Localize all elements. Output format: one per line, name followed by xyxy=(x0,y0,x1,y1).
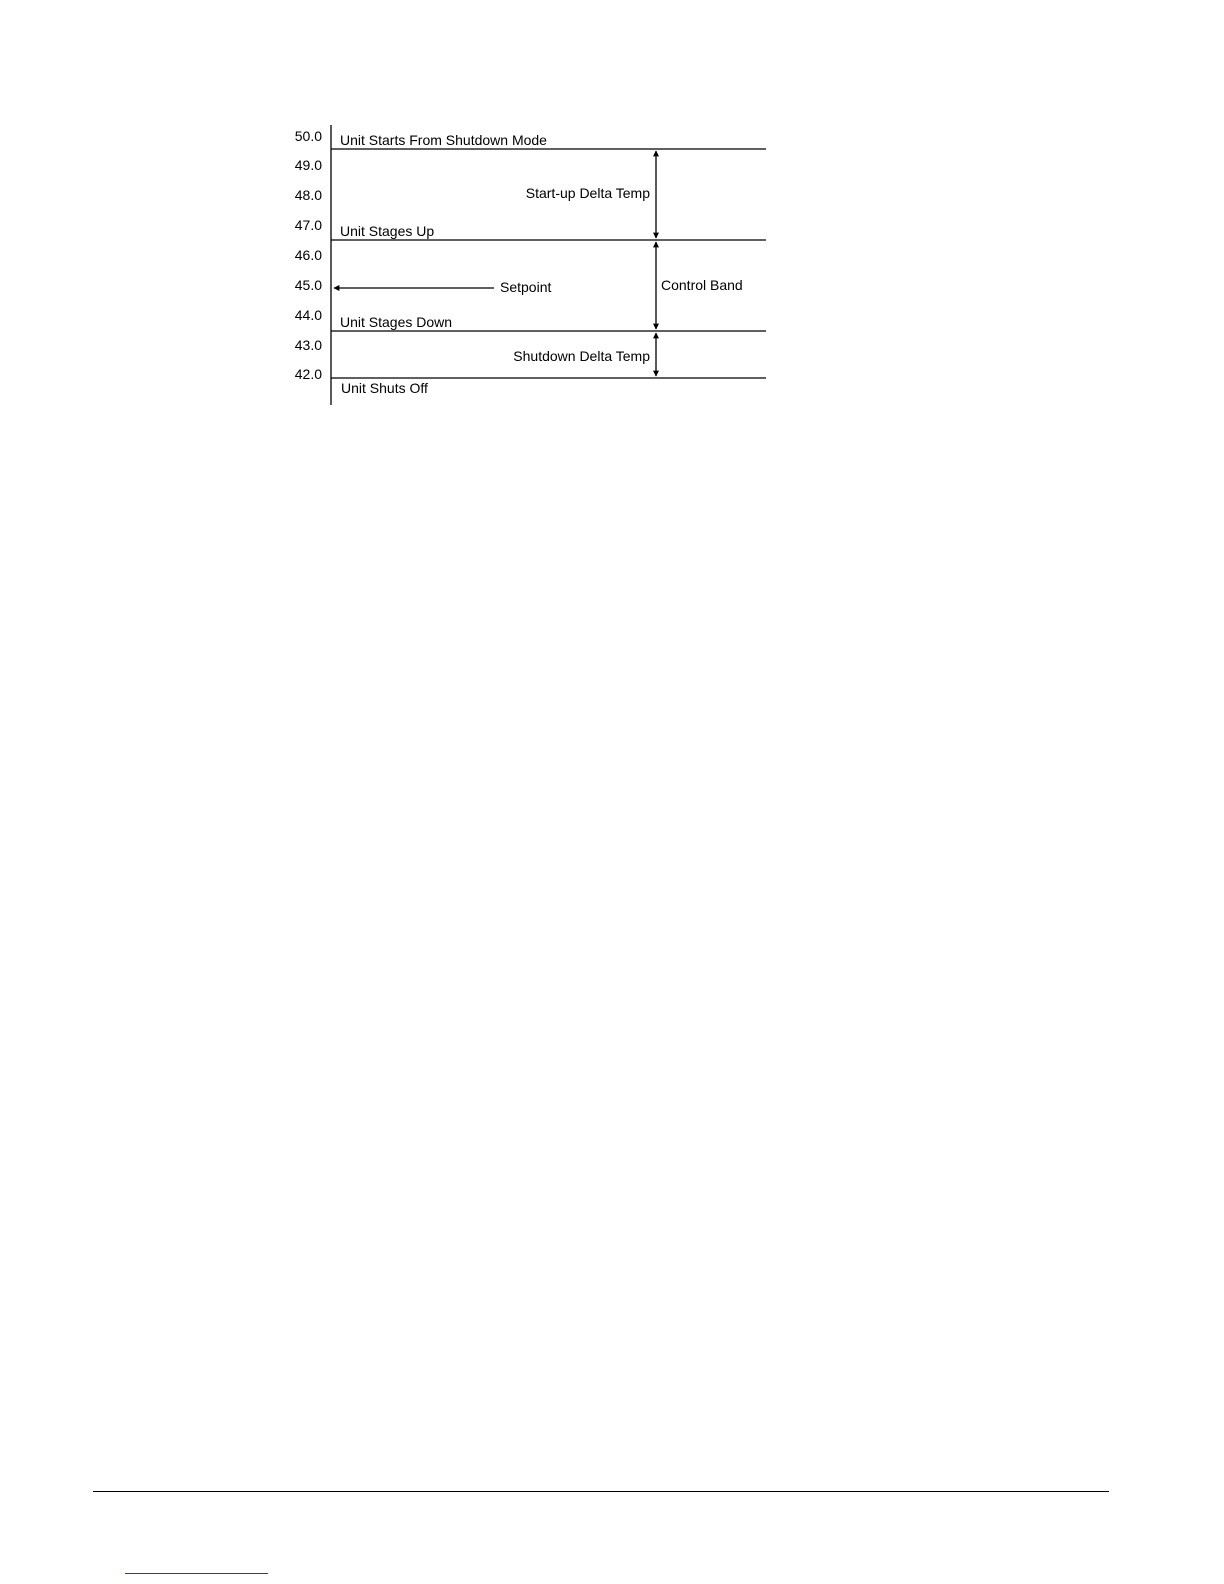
tick-label-50: 50.0 xyxy=(294,128,322,144)
tick-label-49: 49.0 xyxy=(294,157,322,173)
level-label-shuts-off: Unit Shuts Off xyxy=(341,380,428,396)
tick-label-48: 48.0 xyxy=(294,187,322,203)
tick-label-46: 46.0 xyxy=(294,247,322,263)
tick-label-44: 44.0 xyxy=(294,307,322,323)
level-label-unit-starts: Unit Starts From Shutdown Mode xyxy=(340,132,547,148)
tick-label-43: 43.0 xyxy=(294,337,322,353)
setpoint-label: Setpoint xyxy=(500,279,552,295)
footer-link-underline xyxy=(125,1573,268,1574)
level-label-stages-up: Unit Stages Up xyxy=(340,223,435,239)
tick-label-47: 47.0 xyxy=(294,217,322,233)
tick-label-45: 45.0 xyxy=(294,277,322,293)
tick-label-42: 42.0 xyxy=(294,366,322,382)
startup-delta-label: Start-up Delta Temp xyxy=(525,185,650,201)
level-label-stages-down: Unit Stages Down xyxy=(340,314,453,330)
footer-rule xyxy=(93,1491,1109,1492)
shutdown-delta-label: Shutdown Delta Temp xyxy=(513,348,650,364)
control-band-label: Control Band xyxy=(661,277,743,293)
scale-tick-labels xyxy=(295,128,322,382)
